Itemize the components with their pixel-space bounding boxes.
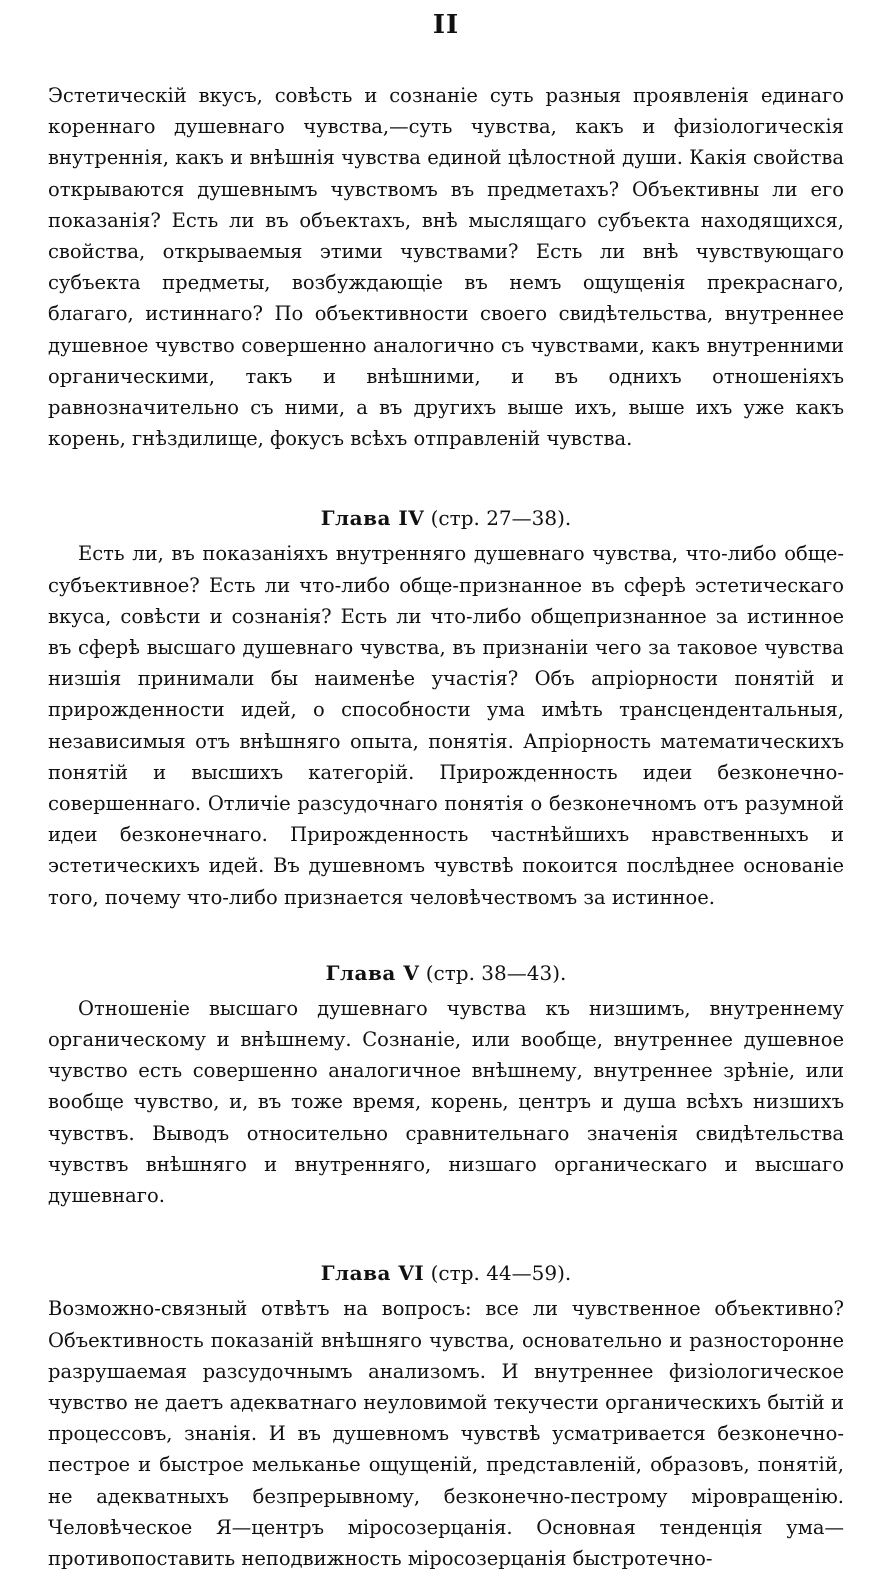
chapter-5-heading [48,953,844,993]
chapter-4-heading [48,498,844,538]
chapter-4-paragraph: Есть ли, въ показаніяхъ внутренняго душевнаго чувства, что-либо обще-субъективное? Есть ли что-либо обще-признанное въ сферѣ эстетическаго вкуса, совѣсти и сознанія? Есть ли что-либо общепризнанное за истинное въ сферѣ высшаго душевнаго чувства, въ признаніи чего за таковое чувства низшія принимали бы наименѣе участія? Объ апріорности понятій и прирожденности идей, о способности ума имѣть трансцендентальныя, независимыя отъ внѣшняго опыта, понятія. Апріорность математическихъ понятій и высшихъ категорій. Прирожденность идеи безконечно-совершеннаго. Отличіе разсудочнаго понятія о безконечномъ отъ разумной идеи безконечнаго. Прирожденность частнѣйшихъ нравственныхъ и эстетическихъ идей. Въ душевномъ чувствѣ покоится послѣднее основаніе того, почему что-либо признается человѣчествомъ за истинное. [48,542,844,909]
page-number: II [432,10,460,40]
intro-paragraph: Эстетическій вкусъ, совѣсть и сознаніе суть разныя проявленія единаго кореннаго душевнаго чувства,—суть чувства, какъ и физіологическія внутреннія, какъ и внѣшнія чувства единой цѣлостной души. Какія свойства открываются душевнымъ чувствомъ въ предметахъ? Объективны ли его показанія? Есть ли въ объектахъ, внѣ мыслящаго субъекта находящихся, свойства, открываемыя этими чувствами? Есть ли внѣ чувствующаго субъекта предметы, возбуждающіе въ немъ ощущенія прекраснаго, благаго, истиннаго? По объективности своего свидѣтельства, внутреннее душевное чувство совершенно аналогично съ чувствами, какъ внутренними органическими, такъ и внѣшними, и въ однихъ отношеніяхъ равнозначительно съ ними, а въ другихъ выше ихъ, выше ихъ уже какъ корень, гнѣздилище, фокусъ всѣхъ отправленій чувства. [48,84,844,451]
chapter-5-label: Глава V [325,960,420,985]
chapter-6-heading [48,1253,844,1293]
chapter-6-paragraph: Возможно-связный отвѣтъ на вопросъ: все ли чувственное объективно? Объективность показаній внѣшняго чувства, основательно и разносторонне разрушаемая разсудочнымъ анализомъ. И внутреннее физіологическое чувство не даетъ адекватнаго неуловимой текучести органическихъ бытій и процессовъ, знанія. И въ душевномъ чувствѣ усматривается безконечно-пестрое и быстрое мельканье ощущеній, представленій, образовъ, понятій, не адекватныхъ безпрерывному, безконечно-пестрому міровращенію. Человѣческое Я—центръ міросозерцанія. Основная тенденція ума—противопоставить неподвижность міросозерцанія быстротечно- [48,1297,844,1570]
chapter-6-pages: (стр. 44—59). [430,1261,572,1286]
chapter-5-paragraph: Отношеніе высшаго душевнаго чувства къ низшимъ, внутреннему органическому и внѣшнему. Сознаніе, или вообще, внутреннее душевное чувство есть совершенно аналогичное внѣшнему, внутреннее зрѣніе, или вообще чувство, и, въ тоже время, корень, центръ и душа всѣхъ низшихъ чувствъ. Выводъ относительно сравнительнаго значенія свидѣтельства чувствъ внѣшняго и внутренняго, низшаго органическаго и высшаго душевнаго. [48,996,844,1208]
chapter-5-pages: (стр. 38—43). [425,960,567,985]
chapter-4-label: Глава IV [320,506,425,531]
chapter-6-label: Глава VI [320,1261,425,1286]
chapter-4-pages: (стр. 27—38). [430,506,572,531]
